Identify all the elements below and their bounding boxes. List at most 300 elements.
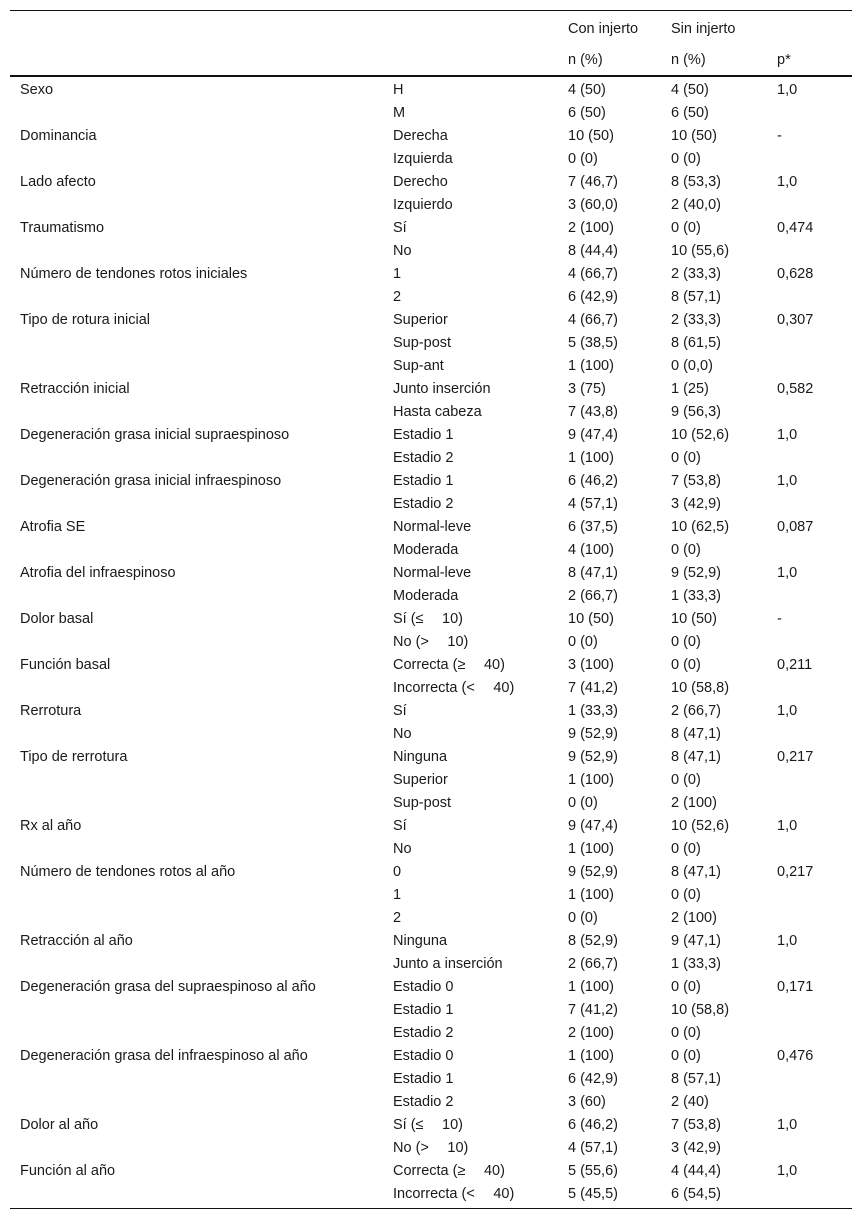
row-variable-cell	[10, 1183, 383, 1209]
row-category-cell: Superior	[393, 312, 448, 328]
row-variable-cell	[10, 240, 383, 263]
row-con-injerto-cell: 3 (60,0)	[568, 197, 618, 213]
row-sin-injerto-cell: 4 (50)	[671, 82, 709, 98]
row-con-injerto-cell: 8 (44,4)	[568, 243, 618, 259]
row-con-injerto-cell: 1 (100)	[568, 887, 614, 903]
row-con-injerto-cell: 2 (100)	[568, 1025, 614, 1041]
row-category-cell: Derecho	[393, 174, 448, 190]
row-p-value-cell	[767, 1137, 852, 1160]
row-sin-injerto-cell: 10 (50)	[671, 611, 717, 627]
row-p-value-cell	[767, 1068, 852, 1091]
row-variable-cell	[10, 769, 383, 792]
row-category-cell: Izquierdo	[393, 197, 453, 213]
row-p-value-cell: -	[777, 128, 782, 144]
table-row	[10, 1091, 852, 1114]
row-category-cell: 1	[393, 266, 402, 282]
row-con-injerto-cell: 6 (50)	[568, 105, 606, 121]
row-p-value-cell: -	[777, 611, 782, 627]
row-con-injerto-cell: 7 (46,7)	[568, 174, 618, 190]
row-con-injerto-cell: 1 (100)	[568, 841, 614, 857]
row-con-injerto-cell: 9 (47,4)	[568, 427, 618, 443]
row-sin-injerto-cell: 6 (54,5)	[661, 1183, 767, 1209]
row-p-value-cell	[767, 194, 852, 217]
table-row	[10, 585, 852, 608]
row-variable-cell: Tipo de rerrotura	[20, 749, 128, 765]
row-con-injerto-cell: 5 (38,5)	[568, 335, 618, 351]
row-con-injerto-cell: 0 (0)	[568, 634, 598, 650]
row-variable-cell: Degeneración grasa del infraespinoso al año	[20, 1048, 308, 1064]
table-row	[10, 125, 852, 148]
row-variable-cell	[10, 999, 383, 1022]
table-row	[10, 309, 852, 332]
row-con-injerto-cell: 7 (41,2)	[568, 680, 618, 696]
row-p-value-cell	[767, 884, 852, 907]
row-p-value-cell: 0,087	[777, 519, 814, 535]
header-row-groups	[10, 11, 852, 46]
row-sin-injerto-cell: 8 (53,3)	[671, 174, 721, 190]
table-row	[10, 792, 852, 815]
header-n-pct-con: n (%)	[558, 45, 661, 76]
row-variable-cell: Dolor basal	[20, 611, 94, 627]
row-p-value-cell: 1,0	[777, 1163, 798, 1179]
row-p-value-cell	[767, 907, 852, 930]
table-row	[10, 884, 852, 907]
row-variable-cell	[10, 286, 383, 309]
row-variable-cell: Dominancia	[20, 128, 97, 144]
row-sin-injerto-cell: 10 (52,6)	[671, 427, 730, 443]
table-body	[10, 76, 852, 1209]
row-p-value-cell	[767, 792, 852, 815]
table-row	[10, 838, 852, 861]
row-variable-cell	[10, 148, 383, 171]
row-con-injerto-cell: 3 (60)	[568, 1094, 606, 1110]
row-sin-injerto-cell: 8 (47,1)	[671, 749, 721, 765]
row-category-cell: 2	[393, 910, 402, 926]
row-category-cell: Incorrecta (< 40)	[383, 1183, 558, 1209]
row-sin-injerto-cell: 0 (0)	[671, 772, 701, 788]
row-p-value-cell: 0,474	[777, 220, 814, 236]
row-sin-injerto-cell: 8 (57,1)	[671, 289, 721, 305]
row-category-cell: Correcta (≥ 40)	[393, 657, 505, 673]
row-sin-injerto-cell: 6 (50)	[671, 105, 709, 121]
row-p-value-cell	[767, 447, 852, 470]
row-sin-injerto-cell: 0 (0)	[671, 542, 701, 558]
row-sin-injerto-cell: 10 (55,6)	[671, 243, 730, 259]
row-sin-injerto-cell: 2 (40,0)	[671, 197, 721, 213]
row-p-value-cell	[767, 677, 852, 700]
row-p-value-cell	[767, 1183, 852, 1209]
row-sin-injerto-cell: 0 (0)	[671, 1048, 701, 1064]
row-category-cell: Normal-leve	[393, 519, 472, 535]
table-row	[10, 401, 852, 424]
table-row	[10, 631, 852, 654]
table-header	[10, 11, 852, 77]
header-sin-injerto: Sin injerto	[661, 11, 767, 46]
table-row	[10, 424, 852, 447]
row-category-cell: Sí	[393, 818, 407, 834]
row-p-value-cell	[767, 585, 852, 608]
row-con-injerto-cell: 1 (100)	[568, 358, 614, 374]
row-variable-cell: Tipo de rotura inicial	[20, 312, 151, 328]
table-row	[10, 240, 852, 263]
row-con-injerto-cell: 5 (55,6)	[568, 1163, 618, 1179]
row-variable-cell: Degeneración grasa inicial infraespinoso	[20, 473, 282, 489]
row-con-injerto-cell: 4 (66,7)	[568, 312, 618, 328]
row-sin-injerto-cell: 2 (33,3)	[671, 312, 721, 328]
table-container	[10, 10, 852, 1209]
row-con-injerto-cell: 5 (45,5)	[558, 1183, 661, 1209]
row-sin-injerto-cell: 10 (52,6)	[671, 818, 730, 834]
row-p-value-cell: 1,0	[777, 818, 798, 834]
row-category-cell: 0	[393, 864, 402, 880]
row-sin-injerto-cell: 10 (58,8)	[671, 1002, 730, 1018]
table-row	[10, 194, 852, 217]
table-row	[10, 447, 852, 470]
row-variable-cell	[10, 907, 383, 930]
table-row	[10, 608, 852, 631]
row-sin-injerto-cell: 0 (0)	[671, 220, 701, 236]
table-row	[10, 1068, 852, 1091]
row-sin-injerto-cell: 3 (42,9)	[671, 1140, 721, 1156]
row-category-cell: Sí (≤ 10)	[393, 1117, 464, 1133]
row-p-value-cell: 0,582	[777, 381, 814, 397]
row-con-injerto-cell: 1 (100)	[568, 1048, 614, 1064]
row-category-cell: 2	[393, 289, 402, 305]
row-sin-injerto-cell: 0 (0)	[671, 841, 701, 857]
table-row	[10, 907, 852, 930]
row-variable-cell: Rerrotura	[20, 703, 82, 719]
row-sin-injerto-cell: 10 (50)	[671, 128, 717, 144]
row-sin-injerto-cell: 0 (0)	[671, 887, 701, 903]
row-category-cell: Estadio 2	[393, 1094, 454, 1110]
row-variable-cell: Rx al año	[20, 818, 82, 834]
row-variable-cell: Degeneración grasa inicial supraespinoso	[20, 427, 290, 443]
header-n-pct-sin: n (%)	[661, 45, 767, 76]
row-p-value-cell	[767, 1022, 852, 1045]
row-category-cell: Sup-ant	[393, 358, 444, 374]
row-con-injerto-cell: 6 (42,9)	[568, 1071, 618, 1087]
row-category-cell: Estadio 2	[393, 496, 454, 512]
row-variable-cell: Número de tendones rotos iniciales	[20, 266, 248, 282]
row-sin-injerto-cell: 9 (52,9)	[671, 565, 721, 581]
row-con-injerto-cell: 1 (33,3)	[568, 703, 618, 719]
table-row	[10, 746, 852, 769]
table-row	[10, 769, 852, 792]
row-con-injerto-cell: 6 (37,5)	[568, 519, 618, 535]
row-sin-injerto-cell: 2 (40)	[671, 1094, 709, 1110]
row-variable-cell	[10, 102, 383, 125]
row-con-injerto-cell: 7 (43,8)	[568, 404, 618, 420]
row-con-injerto-cell: 2 (66,7)	[568, 588, 618, 604]
row-con-injerto-cell: 2 (66,7)	[568, 956, 618, 972]
row-con-injerto-cell: 9 (52,9)	[568, 864, 618, 880]
row-con-injerto-cell: 6 (46,2)	[568, 1117, 618, 1133]
row-category-cell: Derecha	[393, 128, 448, 144]
row-sin-injerto-cell: 1 (25)	[671, 381, 709, 397]
table-row	[10, 861, 852, 884]
table-row	[10, 723, 852, 746]
row-category-cell: Superior	[393, 772, 448, 788]
row-con-injerto-cell: 1 (100)	[568, 979, 614, 995]
row-sin-injerto-cell: 0 (0)	[671, 657, 701, 673]
row-con-injerto-cell: 6 (46,2)	[568, 473, 618, 489]
table-row	[10, 953, 852, 976]
header-empty-variable	[10, 11, 383, 46]
header-empty-p	[767, 11, 852, 46]
row-con-injerto-cell: 6 (42,9)	[568, 289, 618, 305]
row-variable-cell: Atrofia SE	[20, 519, 86, 535]
row-con-injerto-cell: 10 (50)	[568, 611, 614, 627]
row-category-cell: Junto inserción	[393, 381, 491, 397]
row-category-cell: Moderada	[393, 588, 459, 604]
row-p-value-cell	[767, 838, 852, 861]
row-category-cell: Estadio 1	[393, 473, 454, 489]
table-row	[10, 217, 852, 240]
row-con-injerto-cell: 0 (0)	[568, 151, 598, 167]
row-p-value-cell: 1,0	[777, 82, 798, 98]
row-con-injerto-cell: 0 (0)	[568, 795, 598, 811]
row-category-cell: Estadio 1	[393, 427, 454, 443]
row-sin-injerto-cell: 3 (42,9)	[671, 496, 721, 512]
row-p-value-cell: 0,171	[777, 979, 814, 995]
row-sin-injerto-cell: 0 (0)	[671, 450, 701, 466]
row-p-value-cell: 1,0	[777, 703, 798, 719]
row-category-cell: Izquierda	[393, 151, 453, 167]
table-row	[10, 286, 852, 309]
table-row	[10, 976, 852, 999]
row-sin-injerto-cell: 9 (47,1)	[671, 933, 721, 949]
row-p-value-cell	[767, 1091, 852, 1114]
row-p-value-cell: 1,0	[777, 565, 798, 581]
row-con-injerto-cell: 4 (57,1)	[568, 496, 618, 512]
table-row	[10, 677, 852, 700]
row-sin-injerto-cell: 2 (100)	[671, 910, 717, 926]
row-sin-injerto-cell: 7 (53,8)	[671, 473, 721, 489]
row-category-cell: Estadio 0	[393, 1048, 454, 1064]
row-sin-injerto-cell: 10 (62,5)	[671, 519, 730, 535]
table-row	[10, 815, 852, 838]
row-p-value-cell: 1,0	[777, 427, 798, 443]
row-variable-cell	[10, 1068, 383, 1091]
header-row-units	[10, 45, 852, 76]
row-sin-injerto-cell: 9 (56,3)	[671, 404, 721, 420]
row-con-injerto-cell: 2 (100)	[568, 220, 614, 236]
header-p-value: p*	[767, 45, 852, 76]
row-category-cell: Sup-post	[393, 335, 452, 351]
row-p-value-cell	[767, 769, 852, 792]
row-category-cell: Ninguna	[393, 749, 448, 765]
row-p-value-cell: 1,0	[777, 174, 798, 190]
row-variable-cell: Dolor al año	[20, 1117, 99, 1133]
row-sin-injerto-cell: 1 (33,3)	[671, 956, 721, 972]
row-p-value-cell	[767, 332, 852, 355]
table-row	[10, 654, 852, 677]
row-category-cell: Estadio 2	[393, 1025, 454, 1041]
row-variable-cell	[10, 792, 383, 815]
row-con-injerto-cell: 8 (52,9)	[568, 933, 618, 949]
row-category-cell: Moderada	[393, 542, 459, 558]
row-category-cell: Ninguna	[393, 933, 448, 949]
row-variable-cell	[10, 1091, 383, 1114]
row-variable-cell	[10, 838, 383, 861]
row-p-value-cell	[767, 102, 852, 125]
table-row	[10, 470, 852, 493]
table-row	[10, 1183, 852, 1209]
row-variable-cell	[10, 631, 383, 654]
row-p-value-cell: 0,217	[777, 864, 814, 880]
table-row	[10, 1137, 852, 1160]
row-variable-cell	[10, 1137, 383, 1160]
row-category-cell: Hasta cabeza	[393, 404, 482, 420]
row-sin-injerto-cell: 2 (100)	[671, 795, 717, 811]
row-sin-injerto-cell: 8 (47,1)	[671, 726, 721, 742]
row-variable-cell	[10, 447, 383, 470]
row-p-value-cell	[767, 539, 852, 562]
table-row	[10, 562, 852, 585]
row-sin-injerto-cell: 8 (61,5)	[671, 335, 721, 351]
table-row	[10, 700, 852, 723]
row-category-cell: Estadio 2	[393, 450, 454, 466]
row-sin-injerto-cell: 0 (0,0)	[671, 358, 713, 374]
row-p-value-cell	[767, 148, 852, 171]
row-p-value-cell: 0,307	[777, 312, 814, 328]
header-empty-category	[383, 11, 558, 46]
row-p-value-cell: 1,0	[777, 1117, 798, 1133]
row-category-cell: No (> 10)	[393, 1140, 469, 1156]
row-con-injerto-cell: 4 (57,1)	[568, 1140, 618, 1156]
row-sin-injerto-cell: 0 (0)	[671, 979, 701, 995]
table-row	[10, 355, 852, 378]
table-row	[10, 102, 852, 125]
row-category-cell: H	[393, 82, 404, 98]
row-con-injerto-cell: 3 (100)	[568, 657, 614, 673]
table-row	[10, 1045, 852, 1068]
row-category-cell: Estadio 1	[393, 1071, 454, 1087]
row-category-cell: Sup-post	[393, 795, 452, 811]
row-category-cell: No	[393, 243, 412, 259]
row-variable-cell	[10, 539, 383, 562]
row-sin-injerto-cell: 0 (0)	[671, 634, 701, 650]
row-p-value-cell	[767, 401, 852, 424]
table-row	[10, 516, 852, 539]
header-con-injerto: Con injerto	[558, 11, 661, 46]
row-sin-injerto-cell: 0 (0)	[671, 151, 701, 167]
table-row	[10, 76, 852, 102]
row-variable-cell	[10, 194, 383, 217]
row-category-cell: Junto a inserción	[393, 956, 503, 972]
row-category-cell: No	[393, 726, 412, 742]
row-p-value-cell: 0,211	[777, 657, 813, 673]
row-variable-cell	[10, 355, 383, 378]
row-category-cell: No	[393, 841, 412, 857]
row-variable-cell: Número de tendones rotos al año	[20, 864, 236, 880]
table-row	[10, 171, 852, 194]
table-row	[10, 378, 852, 401]
row-sin-injerto-cell: 10 (58,8)	[671, 680, 730, 696]
table-row	[10, 999, 852, 1022]
row-p-value-cell: 0,217	[777, 749, 814, 765]
row-variable-cell	[10, 884, 383, 907]
table-row	[10, 539, 852, 562]
table-row	[10, 332, 852, 355]
row-p-value-cell	[767, 286, 852, 309]
row-variable-cell	[10, 493, 383, 516]
row-category-cell: Estadio 0	[393, 979, 454, 995]
row-p-value-cell	[767, 493, 852, 516]
row-p-value-cell	[767, 999, 852, 1022]
row-sin-injerto-cell: 4 (44,4)	[671, 1163, 721, 1179]
row-category-cell: No (> 10)	[393, 634, 469, 650]
row-con-injerto-cell: 1 (100)	[568, 450, 614, 466]
row-variable-cell: Traumatismo	[20, 220, 105, 236]
row-p-value-cell: 1,0	[777, 473, 798, 489]
row-p-value-cell: 0,628	[777, 266, 814, 282]
row-con-injerto-cell: 9 (47,4)	[568, 818, 618, 834]
row-category-cell: Correcta (≥ 40)	[393, 1163, 505, 1179]
row-con-injerto-cell: 0 (0)	[568, 910, 598, 926]
row-con-injerto-cell: 8 (47,1)	[568, 565, 618, 581]
row-category-cell: Sí	[393, 220, 407, 236]
row-variable-cell: Retracción al año	[20, 933, 133, 949]
row-variable-cell	[10, 953, 383, 976]
row-variable-cell	[10, 1022, 383, 1045]
table-row	[10, 493, 852, 516]
row-con-injerto-cell: 10 (50)	[568, 128, 614, 144]
row-variable-cell	[10, 585, 383, 608]
row-sin-injerto-cell: 7 (53,8)	[671, 1117, 721, 1133]
row-p-value-cell	[767, 723, 852, 746]
row-con-injerto-cell: 9 (52,9)	[568, 726, 618, 742]
row-con-injerto-cell: 4 (50)	[568, 82, 606, 98]
row-sin-injerto-cell: 8 (57,1)	[671, 1071, 721, 1087]
table-row	[10, 263, 852, 286]
row-variable-cell: Lado afecto	[20, 174, 96, 190]
row-sin-injerto-cell: 8 (47,1)	[671, 864, 721, 880]
row-category-cell: Normal-leve	[393, 565, 472, 581]
row-variable-cell: Función al año	[20, 1163, 116, 1179]
table-row	[10, 1114, 852, 1137]
row-sin-injerto-cell: 0 (0)	[671, 1025, 701, 1041]
row-sin-injerto-cell: 2 (33,3)	[671, 266, 721, 282]
row-p-value-cell	[767, 953, 852, 976]
results-table	[10, 10, 852, 1209]
row-p-value-cell	[767, 631, 852, 654]
row-sin-injerto-cell: 2 (66,7)	[671, 703, 721, 719]
row-category-cell: M	[393, 105, 406, 121]
row-category-cell: Sí (≤ 10)	[393, 611, 464, 627]
row-p-value-cell	[767, 240, 852, 263]
row-con-injerto-cell: 4 (100)	[568, 542, 614, 558]
table-row	[10, 930, 852, 953]
row-con-injerto-cell: 1 (100)	[568, 772, 614, 788]
row-con-injerto-cell: 4 (66,7)	[568, 266, 618, 282]
row-variable-cell: Retracción inicial	[20, 381, 130, 397]
row-con-injerto-cell: 3 (75)	[568, 381, 606, 397]
row-variable-cell	[10, 723, 383, 746]
row-p-value-cell: 0,476	[777, 1048, 814, 1064]
table-row	[10, 1022, 852, 1045]
row-p-value-cell: 1,0	[777, 933, 798, 949]
row-category-cell: Estadio 1	[393, 1002, 454, 1018]
row-con-injerto-cell: 7 (41,2)	[568, 1002, 618, 1018]
row-category-cell: Incorrecta (< 40)	[393, 680, 515, 696]
row-con-injerto-cell: 9 (52,9)	[568, 749, 618, 765]
row-variable-cell: Atrofia del infraespinoso	[20, 565, 176, 581]
row-variable-cell	[10, 677, 383, 700]
row-p-value-cell	[767, 355, 852, 378]
row-sin-injerto-cell: 1 (33,3)	[671, 588, 721, 604]
row-variable-cell: Función basal	[20, 657, 111, 673]
